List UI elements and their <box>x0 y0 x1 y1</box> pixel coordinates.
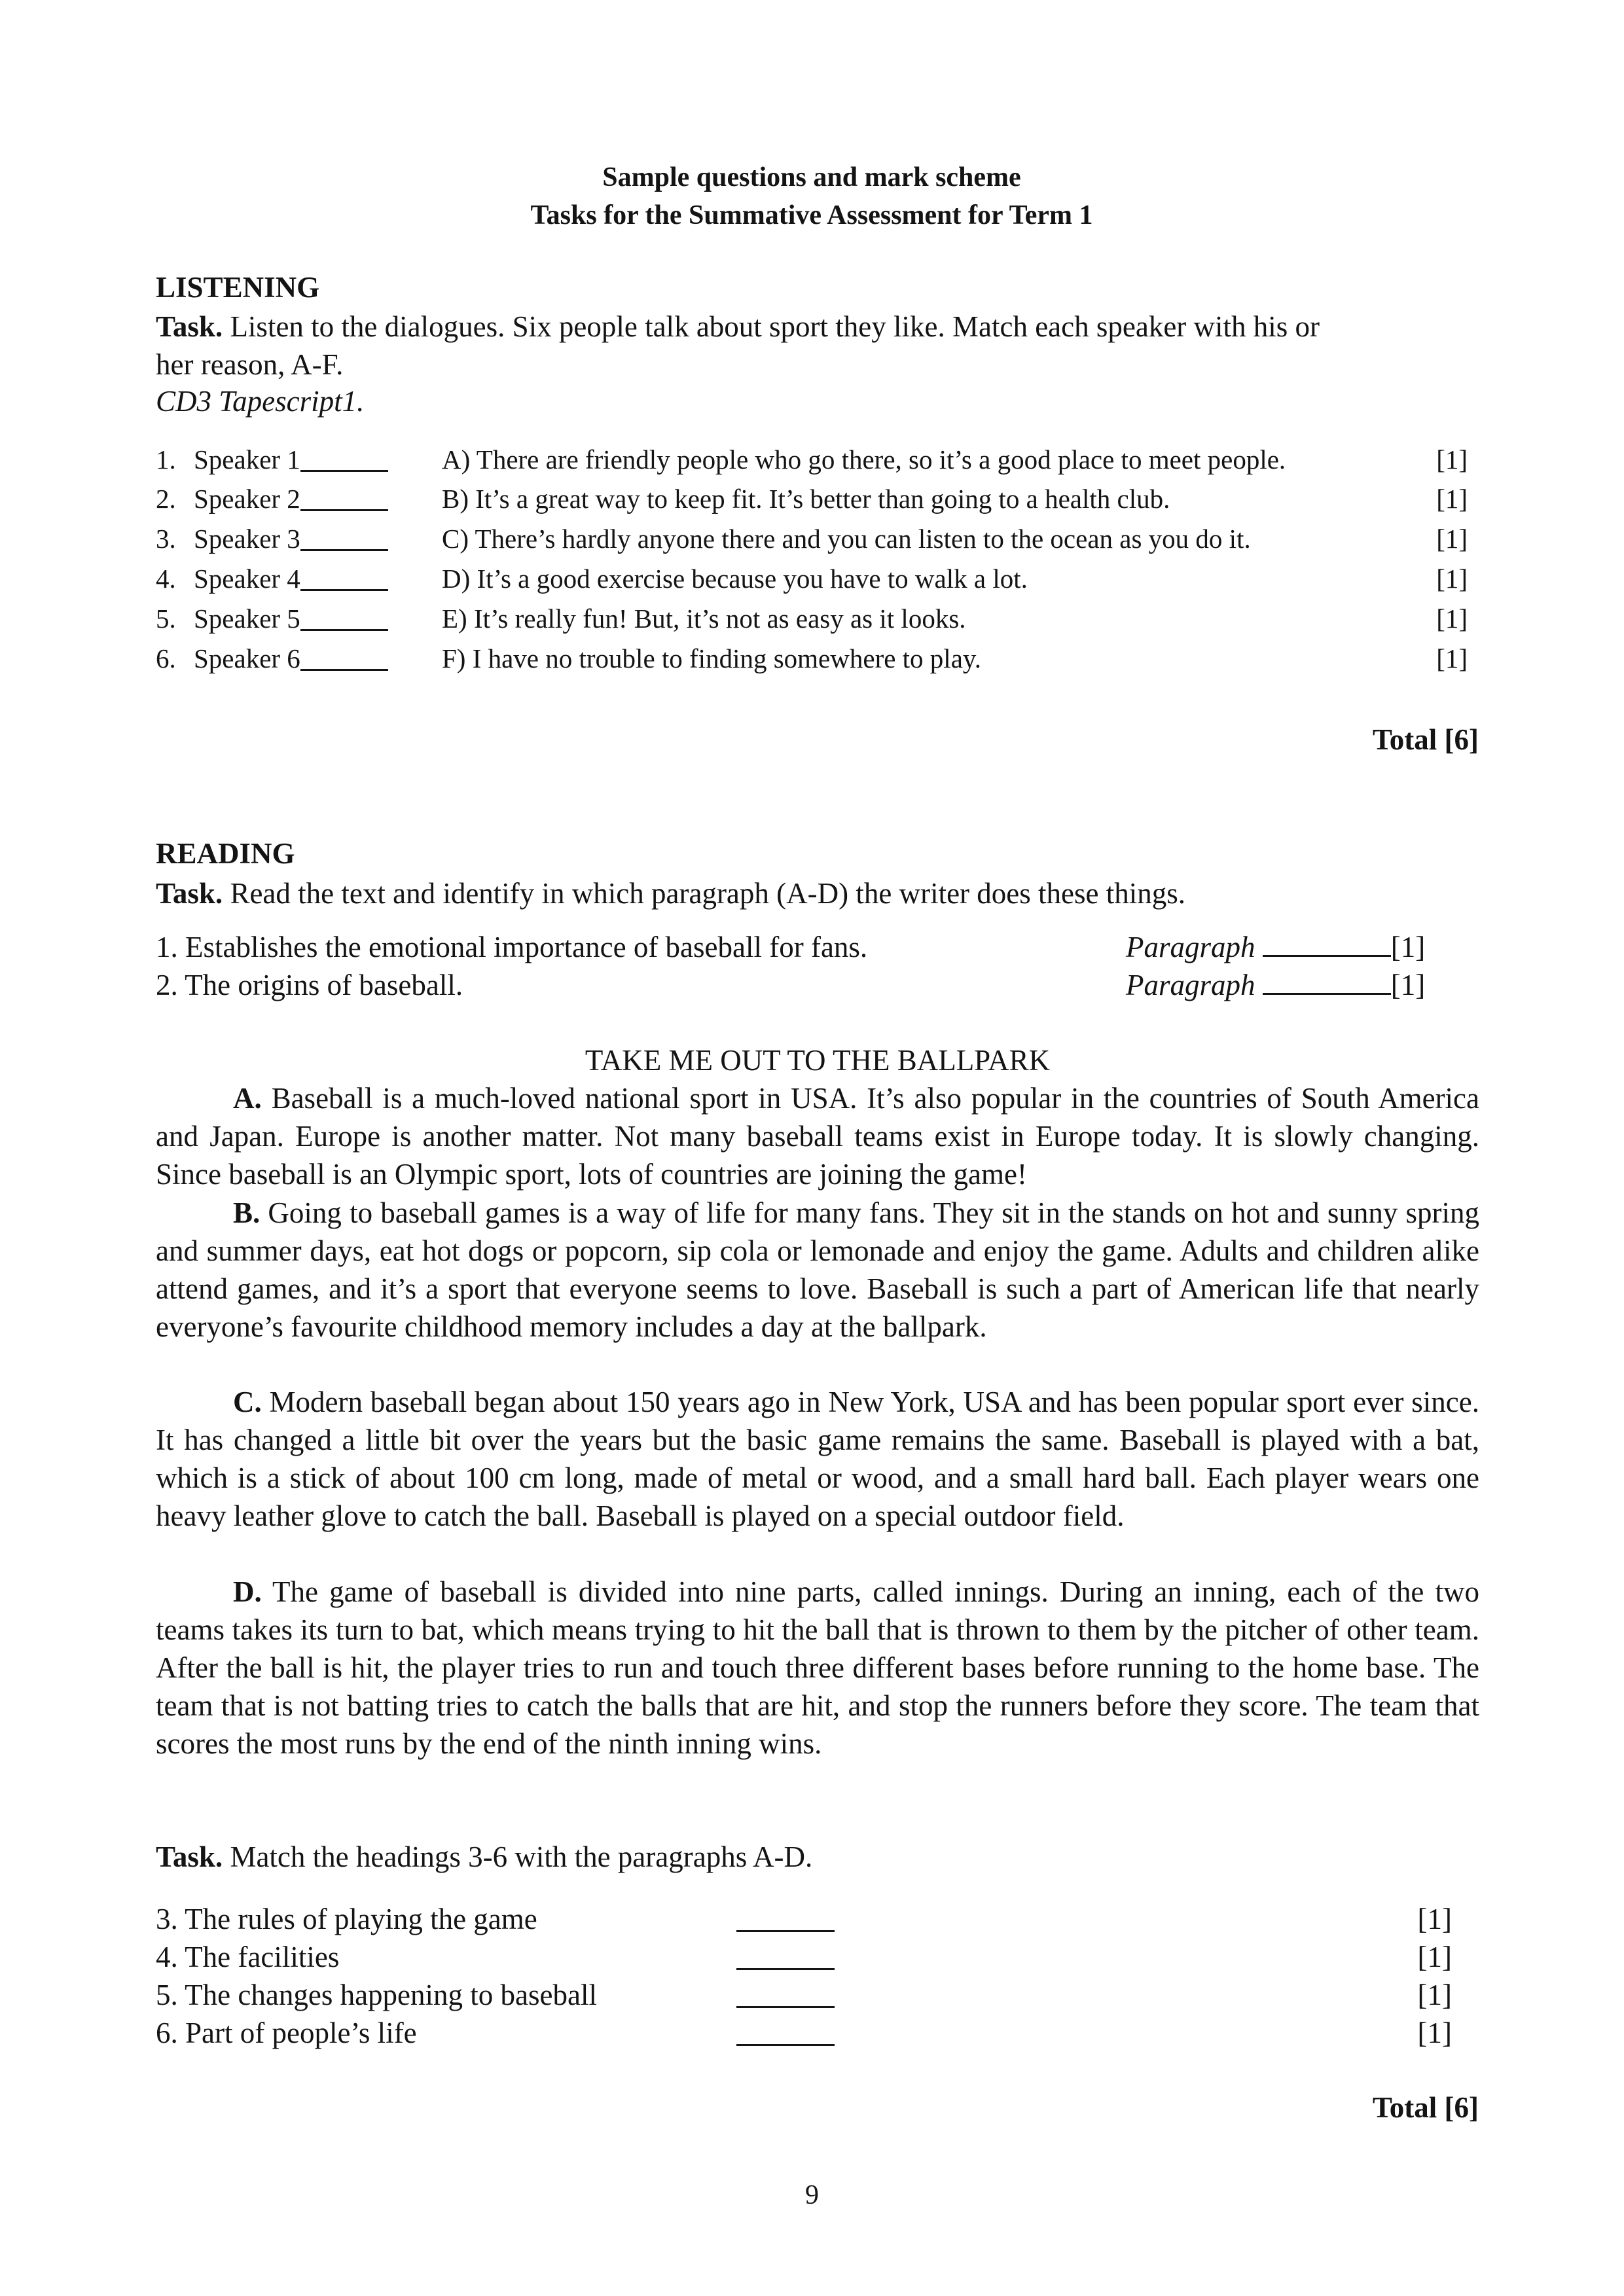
listening-task-line2: her reason, A-F. <box>156 348 344 381</box>
listening-task-line1 <box>156 308 1320 346</box>
listening-heading: LISTENING <box>156 271 320 304</box>
task-text: Read the text and identify in which paragraph (A-D) the writer does these things. <box>223 877 1185 910</box>
reading-heading: READING <box>156 837 295 870</box>
listening-total: Total [6] <box>1372 723 1479 756</box>
document-subtitle: Tasks for the Summative Assessment for Term 1 <box>530 200 1093 230</box>
task-label: Task. <box>156 877 223 910</box>
speaker-row: 3. Speaker 3 C) There’s hardly anyone there and you can listen to the ocean as you do it. [1] <box>156 524 1468 554</box>
answer-blank[interactable] <box>736 1942 835 1970</box>
task-text: Match the headings 3-6 with the paragraphs A-D. <box>223 1840 813 1873</box>
heading-row: 5. The changes happening to baseball [1] <box>156 1979 1452 2011</box>
paragraph-d: D. The game of baseball is divided into nine parts, called innings. During an inning, each of the two teams takes its turn to bat, which means trying to hit the ball that is thrown to them by the pitcher of other team. After the ball is hit, the player tries to run and touch three different bases before running to the home base. The team that is not batting tries to catch the balls that are hit, and stop the runners before they score. The team that scores the most runs by the end of the ninth inning wins. <box>156 1575 1479 1760</box>
tapescript-source: CD3 Tapescript1. <box>156 385 365 418</box>
heading-row: 6. Part of people’s life [1] <box>156 2017 1452 2049</box>
answer-blank[interactable] <box>1263 967 1391 995</box>
reading-task <box>156 874 1185 912</box>
answer-blank[interactable] <box>736 2018 835 2046</box>
answer-blank[interactable] <box>736 1980 835 2008</box>
matching-task <box>156 1838 812 1876</box>
reading-question: 1. Establishes the emotional importance of baseball for fans. Paragraph [1] <box>156 928 1465 966</box>
answer-blank[interactable] <box>300 523 388 551</box>
reading-question: 2. The origins of baseball. Paragraph [1] <box>156 966 1465 1004</box>
heading-row: 4. The facilities [1] <box>156 1941 1452 1973</box>
page-number: 9 <box>805 2180 819 2210</box>
task-label: Task. <box>156 1840 223 1873</box>
task-text: Listen to the dialogues. Six people talk about sport they like. Match each speaker with his or <box>223 310 1320 343</box>
answer-blank[interactable] <box>300 563 388 591</box>
reading-total: Total [6] <box>1372 2091 1479 2124</box>
speaker-row: 5. Speaker 5 E) It’s really fun! But, it’s not as easy as it looks. [1] <box>156 603 1468 634</box>
paragraph-b: B. Going to baseball games is a way of life for many fans. They sit in the stands on hot and sunny spring and summer days, eat hot dogs or popcorn, sip cola or lemonade and enjoy the game. Adults and children alike attend games, and it’s a sport that everyone seems to love. Baseball is such a part of American life that nearly everyone’s favourite childhood memory includes a day at the ballpark. <box>156 1196 1479 1343</box>
heading-row: 3. The rules of playing the game [1] <box>156 1903 1452 1935</box>
speaker-row: 2. Speaker 2 B) It’s a great way to keep fit. It’s better than going to a health club. [1] <box>156 484 1468 514</box>
text-title: TAKE ME OUT TO THE BALLPARK <box>585 1044 1051 1077</box>
answer-blank[interactable] <box>1263 929 1391 957</box>
answer-blank[interactable] <box>300 643 388 671</box>
answer-blank[interactable] <box>300 483 388 511</box>
task-label: Task. <box>156 310 223 343</box>
paragraph-a: A. Baseball is a much-loved national sport in USA. It’s also popular in the countries of South America and Japan. Europe is another matter. Not many baseball teams exist in Europe today. It is slowly changing. Since baseball is an Olympic sport, lots of countries are joining the game! <box>156 1082 1479 1191</box>
paragraph-c: C. Modern baseball began about 150 years ago in New York, USA and has been popular sport ever since. It has changed a little bit over the years but the basic game remains the same. Baseball is played with a bat, which is a stick of about 100 cm long, made of metal or wood, and a small hard ball. Each player wears one heavy leather glove to catch the ball. Baseball is played on a special outdoor field. <box>156 1386 1479 1532</box>
answer-blank[interactable] <box>300 444 388 472</box>
speaker-row: 6. Speaker 6 F) I have no trouble to finding somewhere to play. [1] <box>156 643 1468 673</box>
answer-blank[interactable] <box>736 1904 835 1932</box>
speaker-row: 1. Speaker 1 A) There are friendly people who go there, so it’s a good place to meet people. [1] <box>156 444 1468 475</box>
speaker-row: 4. Speaker 4 D) It’s a good exercise because you have to walk a lot. [1] <box>156 564 1468 594</box>
answer-blank[interactable] <box>300 603 388 631</box>
document-title: Sample questions and mark scheme <box>602 162 1021 192</box>
